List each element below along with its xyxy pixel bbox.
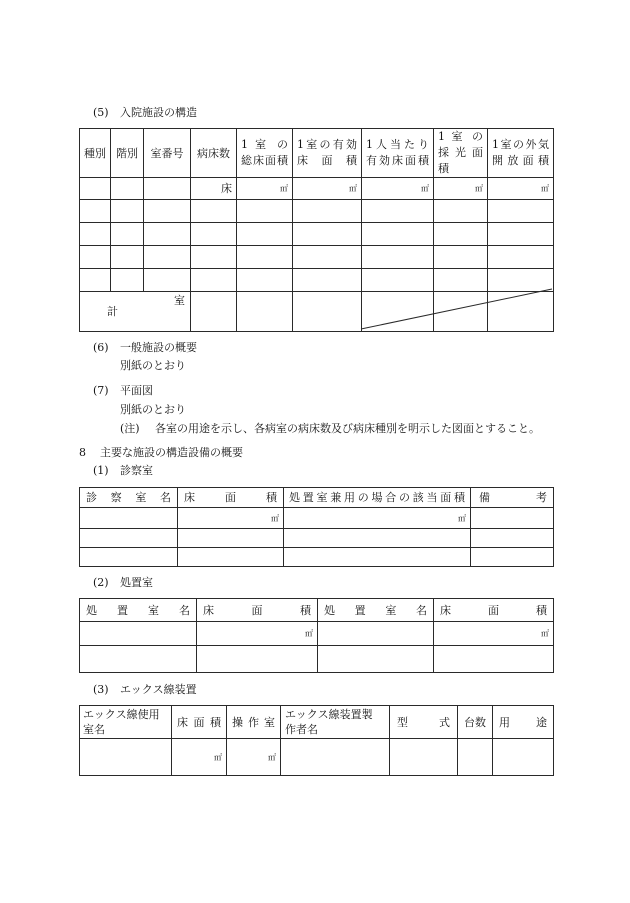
header-label: 備 考 bbox=[479, 491, 547, 504]
header-label: 診 察 室 名 bbox=[86, 491, 171, 504]
table-row bbox=[80, 508, 554, 529]
header-line: 1人当たり bbox=[366, 138, 429, 151]
table-cell bbox=[362, 269, 434, 292]
table-cell bbox=[237, 223, 293, 246]
table-cell bbox=[458, 739, 493, 776]
table-cell bbox=[293, 292, 362, 332]
table-cell bbox=[80, 200, 111, 223]
table-row bbox=[80, 269, 554, 292]
section-number: (5) bbox=[93, 106, 109, 119]
bed-unit: 床 bbox=[221, 182, 232, 195]
table-cell bbox=[362, 223, 434, 246]
table-cell bbox=[362, 246, 434, 269]
table-cell bbox=[197, 646, 318, 673]
table-row bbox=[80, 739, 554, 776]
table-cell bbox=[191, 223, 237, 246]
table-cell bbox=[488, 292, 554, 332]
section-number: (6) bbox=[93, 341, 109, 354]
table-cell bbox=[293, 223, 362, 246]
section-number: (2) bbox=[93, 576, 109, 589]
header-cell-units bbox=[458, 706, 493, 739]
header-line: 採 光 面 bbox=[438, 146, 483, 159]
header-line: 1 室 の bbox=[241, 138, 288, 151]
table-cell bbox=[144, 178, 191, 200]
area-unit-cell bbox=[284, 508, 471, 529]
xray-equipment-table bbox=[79, 705, 554, 776]
header-label: 操作室 bbox=[232, 715, 275, 729]
table-cell bbox=[284, 529, 471, 548]
header-label: 処置室兼用の場合の該当面積 bbox=[289, 491, 465, 504]
header-cell-room-name bbox=[318, 599, 434, 622]
total-row bbox=[80, 292, 554, 332]
header-cell-room-name bbox=[80, 488, 178, 508]
area-unit-cell bbox=[488, 178, 554, 200]
header-label: 型 式 bbox=[397, 715, 450, 729]
header-cell-floor-area bbox=[178, 488, 284, 508]
table-cell bbox=[293, 200, 362, 223]
header-cell-floor bbox=[111, 129, 144, 178]
table-row bbox=[80, 548, 554, 567]
treatment-room-table bbox=[79, 598, 554, 673]
table-cell bbox=[80, 548, 178, 567]
table-cell bbox=[471, 529, 554, 548]
table-cell bbox=[434, 292, 488, 332]
table-row bbox=[80, 223, 554, 246]
area-unit: ㎡ bbox=[349, 184, 357, 193]
table-cell bbox=[178, 529, 284, 548]
header-cell-manufacturer bbox=[281, 706, 390, 739]
header-cell-remarks bbox=[471, 488, 554, 508]
section-title: 処置室 bbox=[120, 576, 153, 589]
header-label: 床面積 bbox=[177, 715, 221, 729]
table-cell bbox=[434, 223, 488, 246]
area-unit: ㎡ bbox=[541, 184, 549, 193]
header-cell-total-floor-area bbox=[237, 129, 293, 178]
header-cell-open-air-area bbox=[488, 129, 554, 178]
table-cell bbox=[281, 739, 390, 776]
section-number: (1) bbox=[93, 464, 109, 477]
total-label: 計 bbox=[107, 305, 118, 318]
header-label: 種別 bbox=[84, 146, 106, 160]
unit-row bbox=[80, 178, 554, 200]
table-cell bbox=[80, 246, 111, 269]
table-cell bbox=[493, 739, 554, 776]
table-cell bbox=[144, 269, 191, 292]
total-label-cell bbox=[80, 292, 191, 332]
section-title: 平面図 bbox=[120, 384, 153, 397]
area-unit-cell bbox=[227, 739, 281, 776]
area-unit: ㎡ bbox=[458, 513, 466, 523]
table-cell bbox=[237, 200, 293, 223]
table-cell bbox=[434, 200, 488, 223]
header-cell-floor-area bbox=[172, 706, 227, 739]
table-cell bbox=[178, 548, 284, 567]
inpatient-structure-table bbox=[79, 128, 554, 332]
table-cell bbox=[144, 223, 191, 246]
table-cell bbox=[293, 246, 362, 269]
header-cell-room-number bbox=[144, 129, 191, 178]
table-cell bbox=[144, 246, 191, 269]
table-cell bbox=[488, 246, 554, 269]
table-cell bbox=[80, 646, 197, 673]
area-unit: ㎡ bbox=[475, 184, 483, 193]
area-unit-cell bbox=[434, 622, 554, 646]
header-label: 処 置 室 名 bbox=[324, 603, 427, 617]
header-cell-floor-area bbox=[197, 599, 318, 622]
header-line: 1室の外気 bbox=[492, 138, 549, 151]
section-number: (7) bbox=[93, 384, 109, 397]
header-cell-type bbox=[80, 129, 111, 178]
header-cell-room-name bbox=[80, 706, 172, 739]
header-line: 1 室 の bbox=[438, 130, 483, 143]
table-cell bbox=[80, 739, 172, 776]
area-unit: ㎡ bbox=[214, 752, 222, 762]
table-cell bbox=[434, 246, 488, 269]
table-cell bbox=[111, 269, 144, 292]
header-cell-daylight-area bbox=[434, 129, 488, 178]
table-cell bbox=[237, 246, 293, 269]
area-unit-cell bbox=[362, 178, 434, 200]
treatment-room-heading bbox=[93, 576, 153, 590]
section-7-note: 別紙のとおり bbox=[120, 403, 186, 416]
table-cell bbox=[284, 548, 471, 567]
table-cell bbox=[144, 200, 191, 223]
header-label: 床 面 積 bbox=[203, 603, 311, 617]
header-line: 総床面積 bbox=[241, 154, 288, 167]
exam-room-heading bbox=[93, 464, 153, 478]
table-cell bbox=[488, 269, 554, 292]
exam-room-table bbox=[79, 487, 554, 567]
header-line: 1室の有効 bbox=[297, 138, 357, 151]
section-title: 一般施設の概要 bbox=[120, 341, 197, 354]
table-cell bbox=[191, 269, 237, 292]
table-cell bbox=[111, 200, 144, 223]
table-cell bbox=[237, 292, 293, 332]
header-cell-purpose bbox=[493, 706, 554, 739]
area-unit-cell bbox=[293, 178, 362, 200]
table-row bbox=[80, 529, 554, 548]
table-cell bbox=[191, 292, 237, 332]
header-label: 床 面 積 bbox=[440, 603, 547, 617]
xray-heading bbox=[93, 683, 197, 697]
header-cell-area-per-person bbox=[362, 129, 434, 178]
area-unit-cell bbox=[434, 178, 488, 200]
header-label: 室番号 bbox=[150, 146, 184, 160]
area-unit-cell bbox=[172, 739, 227, 776]
table-cell bbox=[434, 646, 554, 673]
section-6-note: 別紙のとおり bbox=[120, 359, 186, 372]
area-unit: ㎡ bbox=[280, 184, 288, 193]
area-unit: ㎡ bbox=[271, 513, 279, 523]
remark-text: 各室の用途を示し、各病室の病床数及び病床種別を明示した図面とすること。 bbox=[155, 422, 540, 435]
table-row bbox=[80, 622, 554, 646]
section-title: 主要な施設の構造設備の概要 bbox=[100, 446, 243, 459]
area-unit: ㎡ bbox=[305, 629, 313, 638]
table-cell bbox=[80, 178, 111, 200]
section-8-heading bbox=[79, 446, 243, 460]
table-row bbox=[80, 200, 554, 223]
section-title: エックス線装置 bbox=[120, 683, 197, 696]
table-cell bbox=[362, 200, 434, 223]
table-cell bbox=[390, 739, 458, 776]
header-cell-control-room bbox=[227, 706, 281, 739]
table-cell bbox=[488, 200, 554, 223]
header-label: 床 面 積 bbox=[184, 491, 277, 504]
area-unit-cell bbox=[237, 178, 293, 200]
header-row bbox=[80, 706, 554, 739]
table-cell bbox=[471, 508, 554, 529]
table-cell bbox=[80, 529, 178, 548]
table-cell bbox=[318, 646, 434, 673]
table-cell bbox=[318, 622, 434, 646]
header-line: エックス線装置製 bbox=[285, 708, 373, 721]
header-line: エックス線使用 bbox=[83, 708, 160, 721]
header-row bbox=[80, 129, 554, 178]
table-cell bbox=[191, 246, 237, 269]
table-cell bbox=[293, 269, 362, 292]
area-unit: ㎡ bbox=[541, 629, 549, 638]
table-cell bbox=[362, 292, 434, 332]
header-line: 床 面 積 bbox=[297, 154, 357, 167]
header-line: 積 bbox=[438, 162, 449, 175]
table-cell bbox=[80, 622, 197, 646]
table-cell bbox=[80, 269, 111, 292]
section-title: 入院施設の構造 bbox=[120, 106, 197, 119]
section-6-heading bbox=[93, 341, 197, 355]
table-row bbox=[80, 246, 554, 269]
header-line: 作者名 bbox=[285, 723, 318, 736]
section-number: (3) bbox=[93, 683, 109, 696]
table-cell bbox=[434, 269, 488, 292]
header-label: 階別 bbox=[116, 146, 138, 160]
header-label: 病床数 bbox=[197, 146, 230, 160]
header-line: 開 放 面 積 bbox=[492, 154, 549, 167]
header-row bbox=[80, 488, 554, 508]
remark-label: (注) bbox=[120, 422, 140, 435]
table-cell bbox=[80, 508, 178, 529]
header-label: 用 途 bbox=[499, 715, 547, 729]
room-unit: 室 bbox=[174, 294, 185, 307]
header-cell-bed-count bbox=[191, 129, 237, 178]
header-cell-effective-floor-area bbox=[293, 129, 362, 178]
table-cell bbox=[191, 200, 237, 223]
section-7-heading bbox=[93, 384, 153, 398]
header-cell-floor-area bbox=[434, 599, 554, 622]
header-label: 処 置 室 名 bbox=[86, 603, 190, 617]
table-cell bbox=[488, 223, 554, 246]
header-cell-shared-area bbox=[284, 488, 471, 508]
area-unit: ㎡ bbox=[268, 752, 276, 762]
header-row bbox=[80, 599, 554, 622]
table-row bbox=[80, 646, 554, 673]
table-cell bbox=[471, 548, 554, 567]
section-number: 8 bbox=[79, 446, 86, 459]
header-line: 有効床面積 bbox=[366, 154, 429, 167]
table-cell bbox=[111, 246, 144, 269]
bed-unit-cell bbox=[191, 178, 237, 200]
section-5-heading bbox=[93, 106, 197, 120]
area-unit: ㎡ bbox=[421, 184, 429, 193]
header-cell-room-name bbox=[80, 599, 197, 622]
header-label: 台数 bbox=[464, 715, 486, 729]
header-cell-model bbox=[390, 706, 458, 739]
table-cell bbox=[111, 223, 144, 246]
area-unit-cell bbox=[178, 508, 284, 529]
table-cell bbox=[237, 269, 293, 292]
section-title: 診察室 bbox=[120, 464, 153, 477]
area-unit-cell bbox=[197, 622, 318, 646]
table-cell bbox=[80, 223, 111, 246]
table-cell bbox=[111, 178, 144, 200]
header-line: 室名 bbox=[83, 723, 105, 736]
